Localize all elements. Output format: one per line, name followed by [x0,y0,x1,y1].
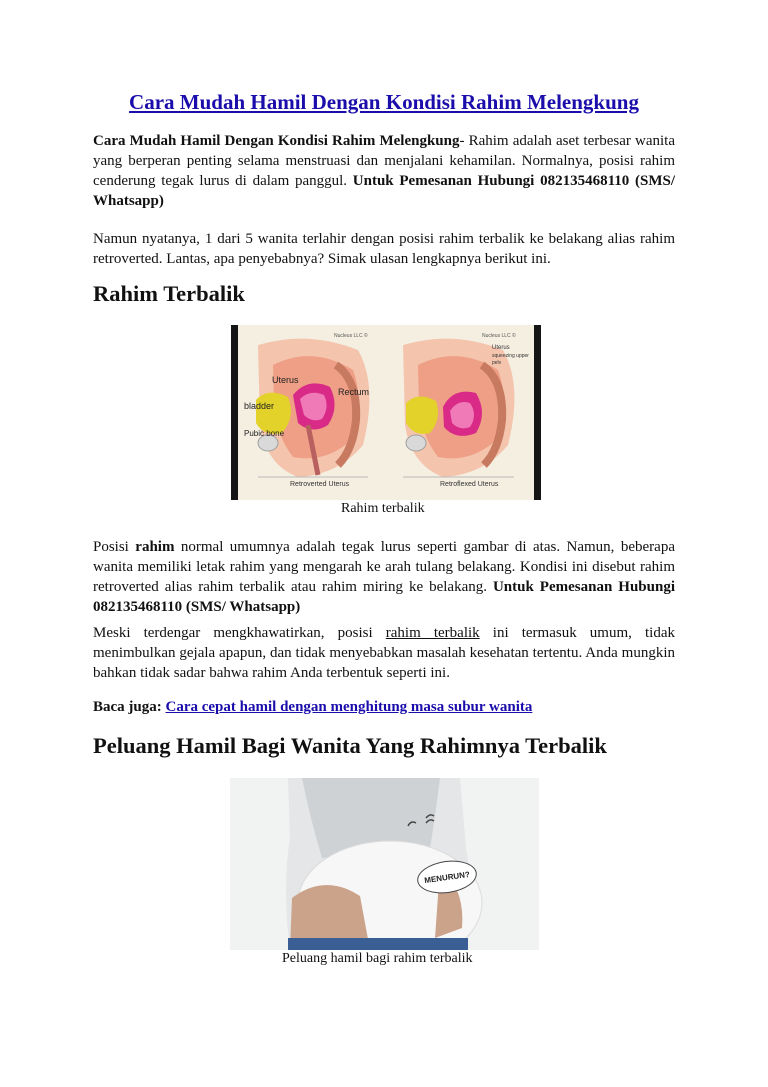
paragraph-meski [93,623,675,683]
intro-contact: Untuk Pemesanan Hubungi 082135468110 (SMS/ Whatsapp) [93,173,675,209]
baca-juga-link[interactable]: Cara cepat hamil dengan menghitung masa subur wanita [165,699,533,715]
page-title[interactable]: Cara Mudah Hamil Dengan Kondisi Rahim Melengkung [129,90,639,114]
label-retroverted: Retroverted Uterus [290,481,350,488]
label-uterus-right: Uterus [492,345,510,351]
heading-rahim-terbalik: Rahim Terbalik [93,281,245,306]
baca-juga [93,697,675,717]
figure2-caption: Peluang hamil bagi rahim terbalik [282,951,473,966]
paragraph-posisi-rahim [93,537,675,617]
rahim-terbalik-link[interactable]: rahim terbalik [385,625,480,641]
para4-text-b: ini termasuk umum, tidak menimbulkan gejala apapun, dan tidak menyebabkan masalah kesehatan tertentu. Anda mungkin bahkan tidak sadar bahwa rahim Anda terbentuk seperti ini. [93,625,675,681]
para4-text-a: Meski terdengar mengkhawatirkan, posisi [93,625,386,641]
figure1-caption: Rahim terbalik [341,501,425,516]
label-bladder: bladder [244,401,275,411]
anatomy-figure [231,325,541,500]
para3-text-b: normal umumnya adalah tegak lurus seperti gambar di atas. Namun, beberapa wanita memiliki letak rahim yang mengarah ke arah tulang belakang. Kondisi ini disebut rahim retroverted alias rahim terbalik atau rahim miring ke belakang. [93,539,675,595]
intro-paragraph [93,131,675,211]
speech-bubble-text: MENURUN? [423,869,471,885]
para3-contact: Untuk Pemesanan Hubungi 082135468110 (SMS/ Whatsapp) [93,579,675,615]
credit-right: Nucleus LLC © [482,333,516,339]
para3-bold-rahim: rahim [135,539,175,555]
para3-text-a: Posisi [93,539,136,555]
paragraph-2: Namun nyatanya, 1 dari 5 wanita terlahir dengan posisi rahim terbalik ke belakang alias rahim retroverted. Lantas, apa penyebabnya? Simak ulasan lengkapnya berikut ini. [93,231,675,267]
heading-peluang-hamil: Peluang Hamil Bagi Wanita Yang Rahimnya Terbalik [93,733,607,758]
label-uterus-note-2: pelv [492,360,502,366]
label-pubic-bone: Pubic bone [244,429,285,438]
label-retroflexed: Retroflexed Uterus [440,481,499,488]
pregnancy-photo [230,778,539,950]
label-uterus-note-1: squeezing upper [492,353,529,359]
credit-left: Nucleus LLC © [334,333,368,339]
baca-juga-label: Baca juga: [93,699,162,715]
intro-body: - Rahim adalah aset terbesar wanita yang berperan penting selama menstruasi dan menjalani kehamilan. Normalnya, posisi rahim cenderung tegak lurus di dalam panggul. [93,133,675,189]
label-rectum: Rectum [338,387,370,397]
anatomy-illustration [238,325,534,500]
intro-lead: Cara Mudah Hamil Dengan Kondisi Rahim Melengkung [93,133,460,149]
label-uterus-left: Uterus [272,375,299,385]
